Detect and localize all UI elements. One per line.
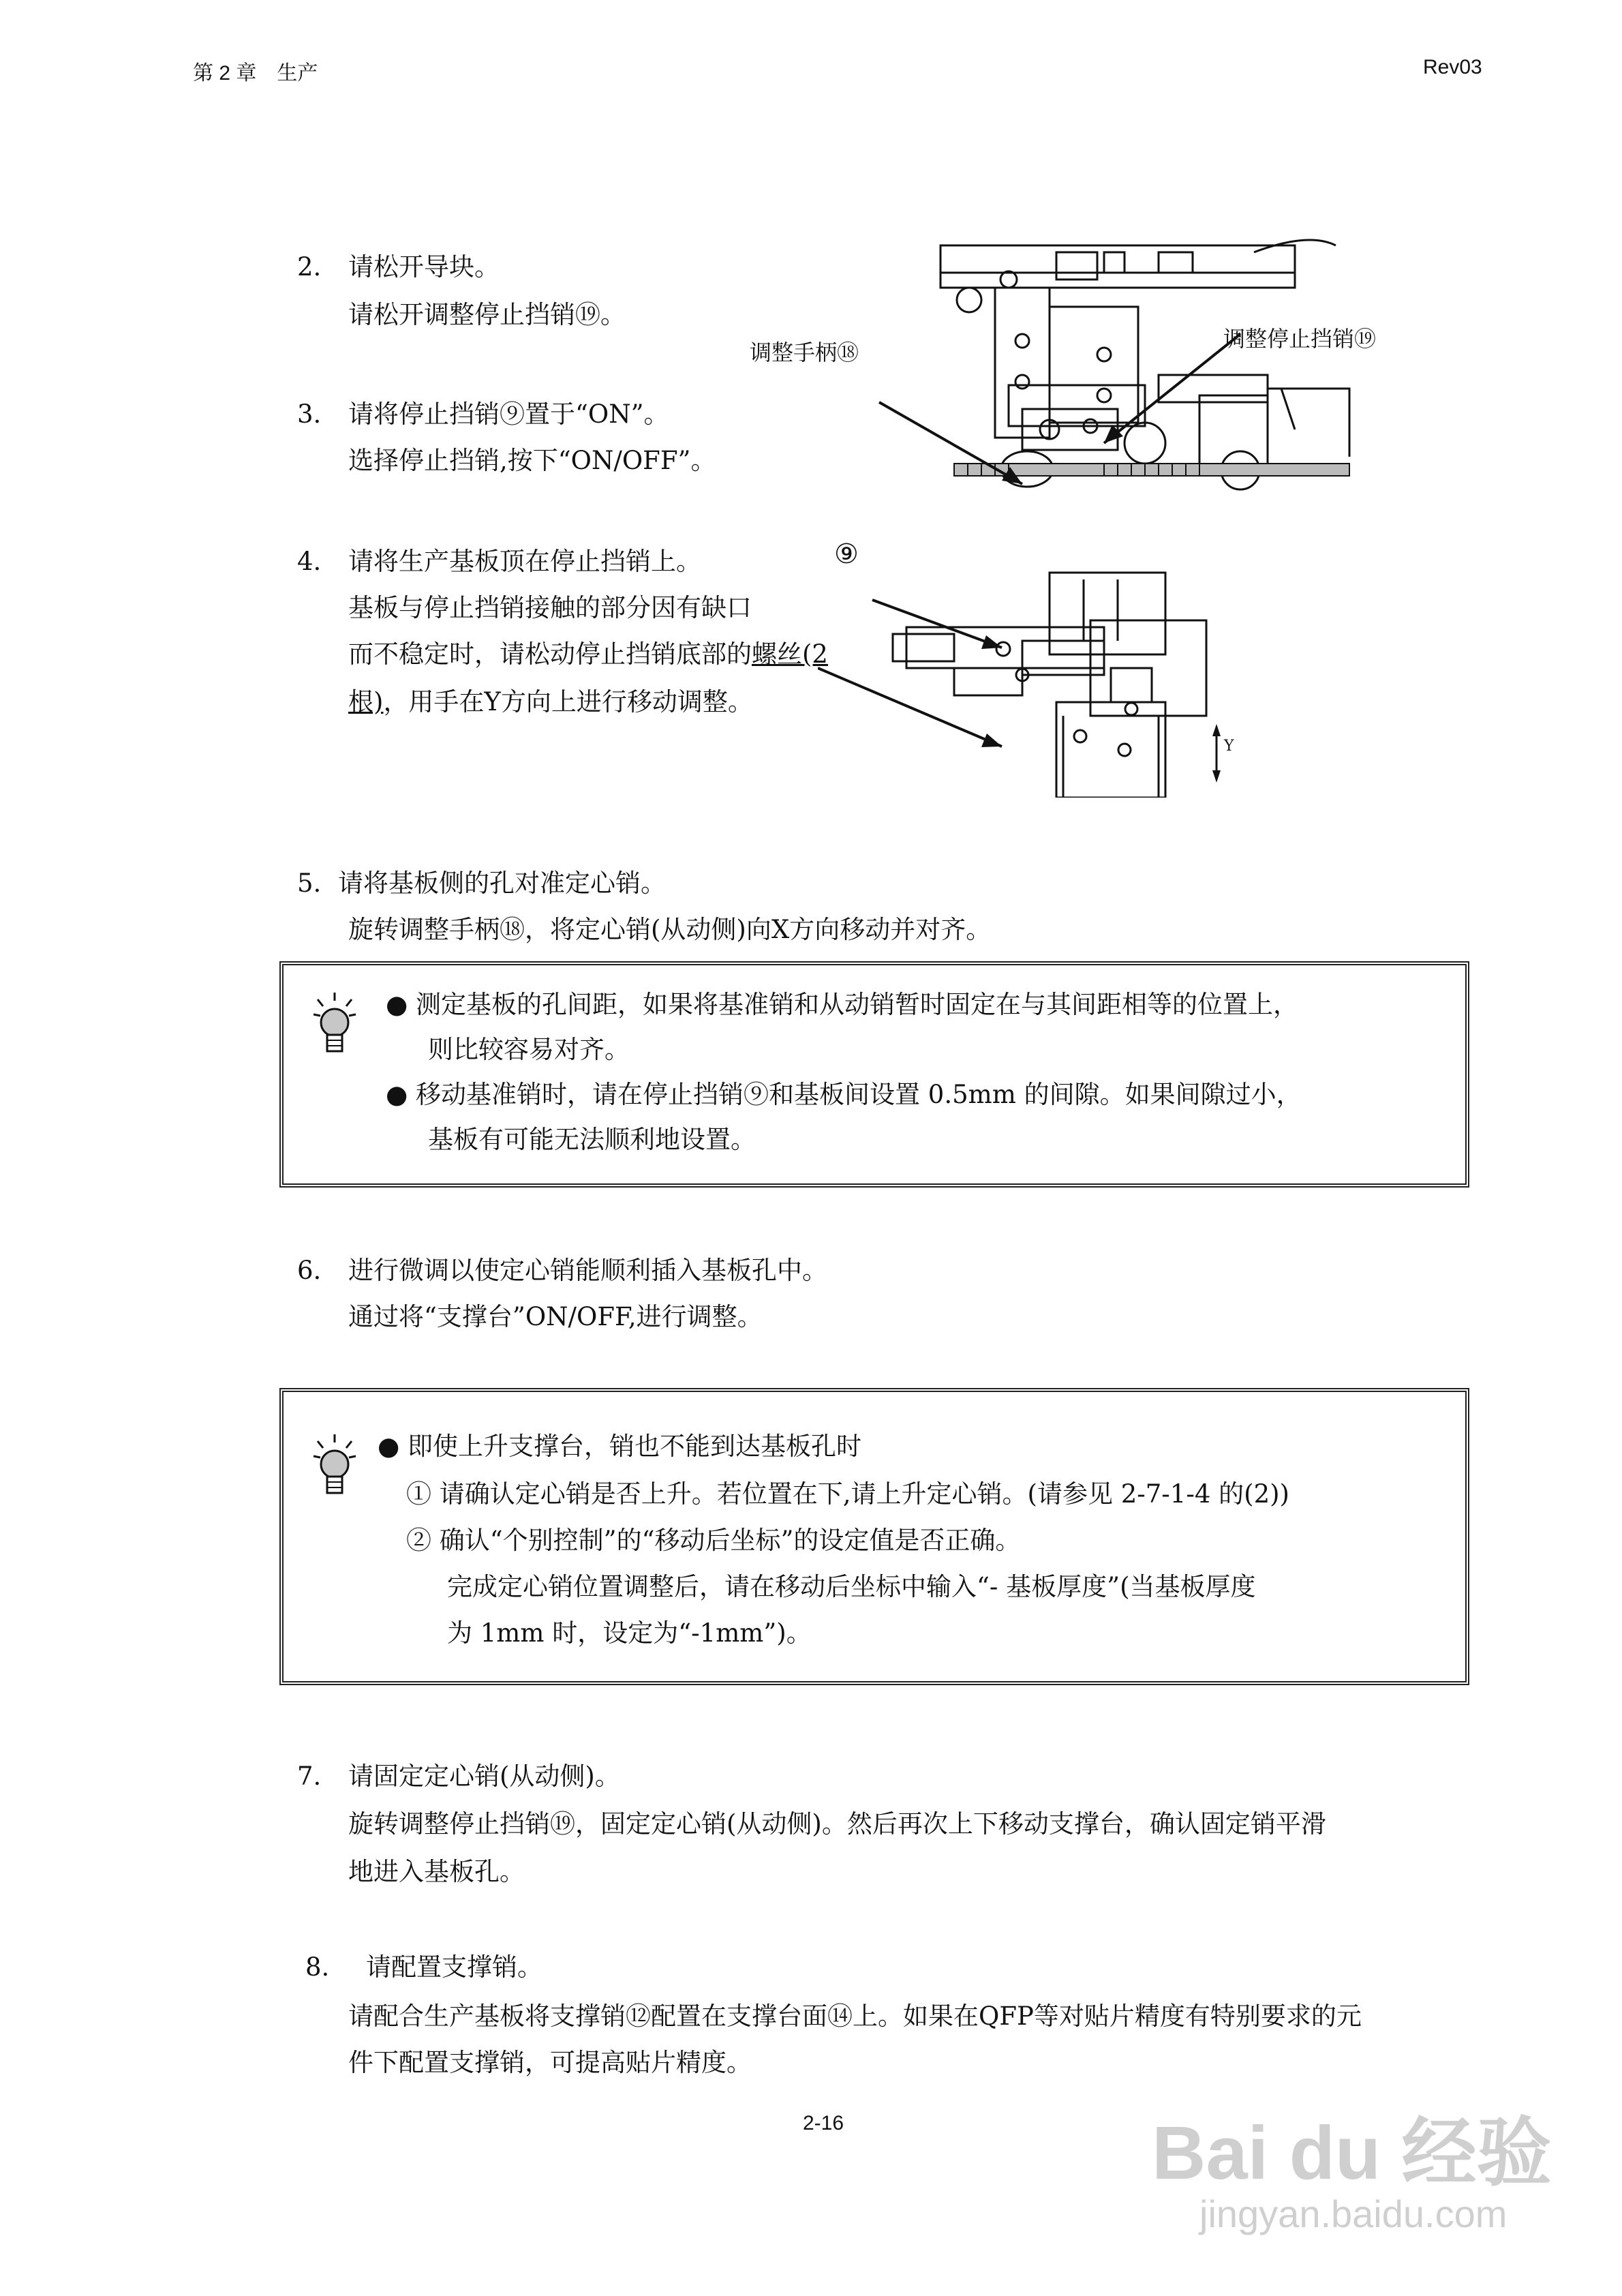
step-6-title: 进行微调以使定心销能顺利插入基板孔中。 (348, 1256, 827, 1285)
note-box-1 (279, 961, 1469, 1188)
step-4-number: 4. (297, 547, 322, 576)
step-8-number: 8. (305, 1952, 330, 1982)
step-4-text-1: 基板与停止挡销接触的部分因有缺口 (348, 593, 752, 622)
step-4-text-3b: ，用手在Y方向上进行移动调整。 (383, 687, 753, 716)
lightbulb-icon (312, 1433, 357, 1498)
step-8-text-2: 件下配置支撑销，可提高贴片精度。 (348, 2048, 752, 2077)
note-2-item-2: ② 确认“个别控制”的“移动后坐标”的设定值是否正确。 (406, 1526, 1021, 1555)
step-2-number: 2. (297, 252, 322, 282)
figure-stopper-pin-drawing (818, 539, 1240, 798)
step-4-title: 请将生产基板顶在停止挡销上。 (348, 547, 701, 576)
step-5-title: 请将基板侧的孔对准定心销。 (338, 868, 666, 898)
step-4-text-2 (348, 638, 828, 671)
step-2-text: 请松开调整停止挡销⑲。 (348, 300, 626, 329)
label-adjust-stopper: 调整停止挡销⑲ (1223, 326, 1377, 352)
screw-ref-count: 根) (348, 687, 384, 716)
figure-stopper-adjust (722, 232, 1404, 518)
note-box-2 (279, 1388, 1469, 1685)
baidu-watermark-url: jingyan.baidu.com (1199, 2192, 1508, 2235)
note-2-item-1: ① 请确认定心销是否上升。若位置在下,请上升定心销。(请参见 2-7-1-4 的(2)) (406, 1479, 1289, 1509)
label-stopper-pin: ⑨ (834, 539, 859, 570)
note-1-bullet-2: ● 移动基准销时，请在停止挡销⑨和基板间设置 0.5mm 的间隙。如果间隙过小， (386, 1080, 1302, 1109)
step-7-title: 请固定定心销(从动侧)。 (348, 1762, 620, 1791)
lightbulb-icon (312, 991, 357, 1057)
note-2-heading: ● 即使上升支撑台，销也不能到达基板孔时 (378, 1432, 862, 1461)
note-2-item-2-cont-2: 为 1mm 时，设定为“-1mm”)。 (447, 1618, 812, 1648)
step-5-text: 旋转调整手柄⑱，将定心销(从动侧)向X方向移动并对齐。 (348, 915, 992, 944)
step-8-title: 请配置支撑销。 (366, 1952, 542, 1982)
step-4-text-2a: 而不稳定时，请松动停止挡销底部的 (348, 639, 752, 669)
step-3-text: 选择停止挡销,按下“ON/OFF”。 (348, 446, 716, 475)
figure-stopper-pin (818, 539, 1240, 798)
note-1-bullet-2-cont: 基板有可能无法顺利地设置。 (428, 1125, 756, 1154)
step-7-number: 7. (297, 1762, 322, 1791)
note-1-bullet-1: ● 测定基板的孔间距，如果将基准销和从动销暂时固定在与其间距相等的位置上， (386, 990, 1299, 1019)
step-2-title: 请松开导块。 (348, 252, 500, 282)
note-2-item-2-cont-1: 完成定心销位置调整后，请在移动后坐标中输入“- 基板厚度”(当基板厚度 (447, 1572, 1256, 1601)
chapter-header: 第 2 章 生产 (193, 62, 318, 85)
step-8-text-1: 请配合生产基板将支撑销⑫配置在支撑台面⑭上。如果在QFP等对贴片精度有特别要求的元 (348, 2002, 1362, 2031)
page-number: 2-16 (803, 2112, 844, 2134)
baidu-watermark-logo: Bai du 经验 (1152, 2111, 1552, 2195)
step-5-number: 5. (297, 868, 322, 898)
step-3-number: 3. (297, 399, 322, 429)
step-6-number: 6. (297, 1256, 322, 1285)
label-adjust-handle: 调整手柄⑱ (750, 339, 859, 365)
step-4-text-3 (348, 686, 753, 719)
revision-label: Rev03 (1423, 56, 1482, 78)
screw-ref: 螺丝(2 (752, 639, 828, 669)
step-3-title: 请将停止挡销⑨置于“ON”。 (348, 399, 669, 429)
step-7-text-2: 地进入基板孔。 (348, 1857, 525, 1886)
step-6-text: 通过将“支撑台”ON/OFF,进行调整。 (348, 1302, 763, 1331)
figure-stopper-adjust-drawing (722, 232, 1404, 518)
note-1-bullet-1-cont: 则比较容易对齐。 (428, 1035, 630, 1064)
stopper-arrow (1104, 334, 1240, 443)
handle-arrow (879, 402, 1022, 484)
step-7-text-1: 旋转调整停止挡销⑲，固定定心销(从动侧)。然后再次上下移动支撑台，确认固定销平滑 (348, 1809, 1326, 1839)
label-y-axis: Y (1224, 738, 1234, 755)
